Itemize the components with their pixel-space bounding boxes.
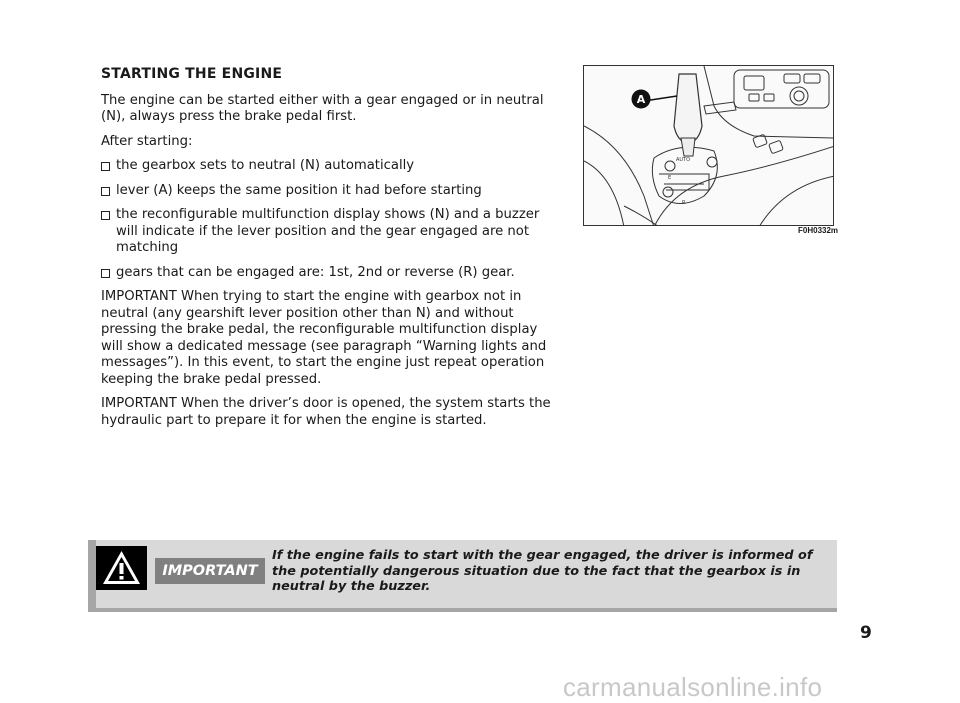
intro-paragraph: The engine can be started either with a gear engaged or in neutral (N), always press the brake pedal first.: [101, 92, 544, 124]
bullet-item: gears that can be engaged are: 1st, 2nd or reverse (R) gear.: [101, 265, 563, 282]
important-paragraph-2: IMPORTANT When the driver’s door is opened, the system starts the hydraulic part to prepare it for when the engine is started.: [101, 396, 551, 428]
gate-label-e: E: [668, 175, 672, 181]
warning-box-left-edge: [88, 540, 96, 612]
text-column: [101, 66, 563, 437]
after-starting-label: After starting:: [101, 133, 193, 149]
watermark: carmanualsonline.info: [563, 672, 823, 702]
gearshift-drawing: [584, 66, 834, 226]
important-label: IMPORTANT: [155, 558, 265, 584]
checkbox-bullet-icon: [101, 187, 110, 196]
page-number: 9: [860, 623, 872, 643]
warning-box-bottom-edge: [88, 608, 837, 612]
bullet-item: the reconfigurable multifunction display shows (N) and a buzzer will indicate if the lever position and the gear engaged are not matching: [101, 207, 563, 257]
gate-label-r: R: [682, 200, 686, 206]
gate-label-auto: AUTO: [676, 157, 691, 163]
checkbox-bullet-icon: [101, 269, 110, 278]
figure-code: F0H0332m: [798, 226, 839, 235]
warning-text: If the engine fails to start with the gear engaged, the driver is informed of the potentially dangerous situation due to the fact that the gearbox is in neutral by the buzzer.: [272, 548, 813, 594]
section-title: STARTING THE ENGINE: [101, 66, 283, 82]
bullet-item: the gearbox sets to neutral (N) automatically: [101, 158, 563, 175]
important-paragraph-1: IMPORTANT When trying to start the engine with gearbox not in neutral (any gearshift lever position other than N) and without pressing the brake pedal, the reconfigurable multifunction display will show a dedicated message (see paragraph “Warning lights and messages”). In this event, to start the engine just repeat operation keeping the brake pedal pressed.: [101, 289, 547, 387]
callout-a-label: A: [636, 93, 646, 106]
callout-a-badge: [631, 89, 651, 109]
warning-triangle-icon: [96, 546, 147, 590]
checkbox-bullet-icon: [101, 211, 110, 220]
bullet-item: lever (A) keeps the same position it had before starting: [101, 183, 563, 200]
gearshift-illustration: [583, 65, 834, 226]
checkbox-bullet-icon: [101, 162, 110, 171]
